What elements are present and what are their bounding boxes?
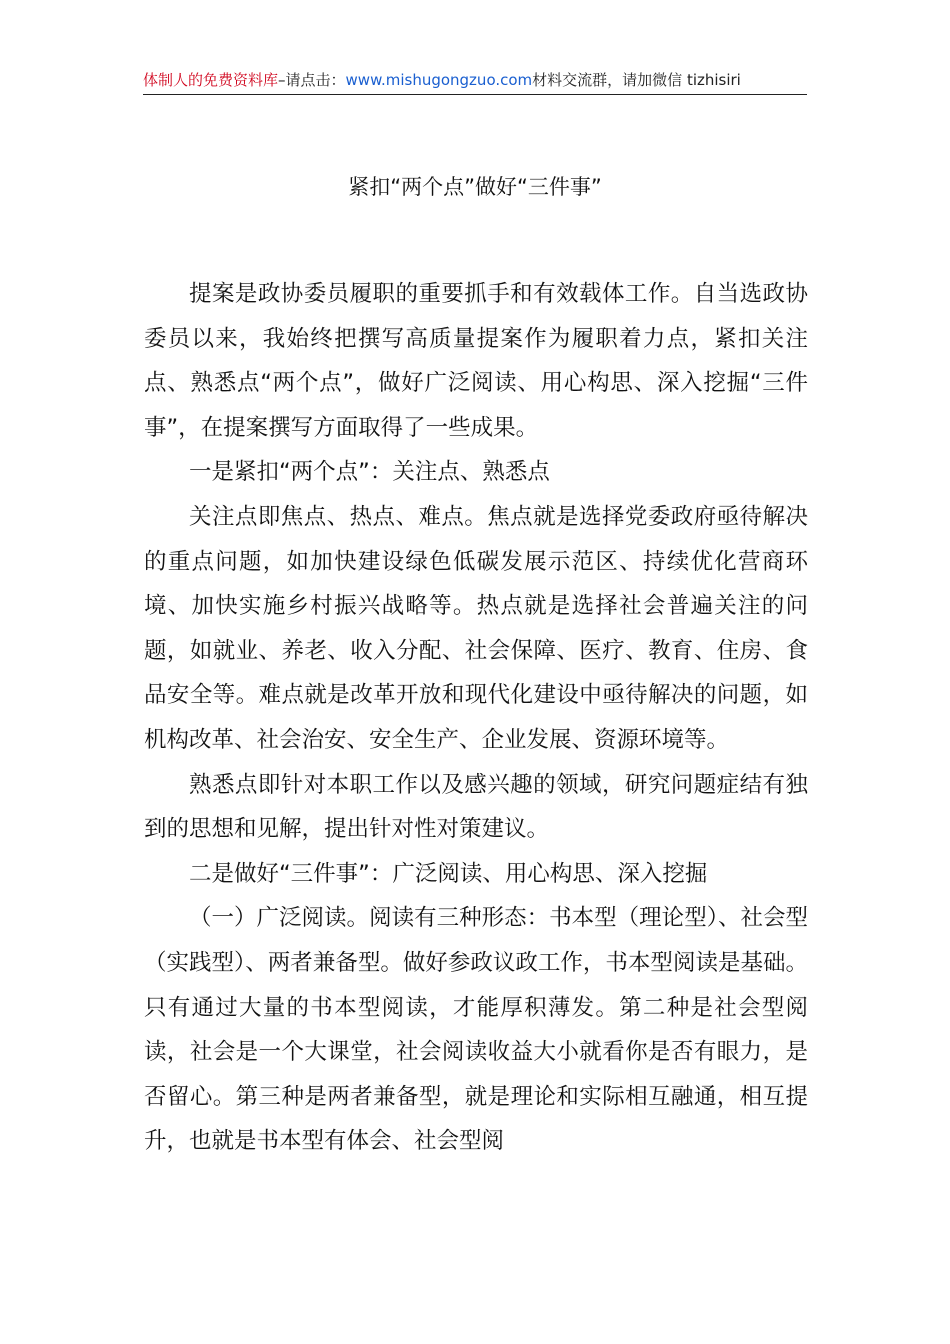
header-brand: 体制人的免费资料库: [143, 71, 279, 89]
paragraph-heading-two: 二是做好“三件事”：广泛阅读、用心构思、深入挖掘: [189, 860, 708, 887]
paragraph-familiar-points: 熟悉点即针对本职工作以及感兴趣的领域，研究问题症结有独到的思想和见解，提出针对性对策建议。: [144, 771, 808, 843]
header-tail-text: 材料交流群，请加微信 tizhisiri: [532, 71, 741, 89]
page-header: [143, 66, 807, 95]
paragraph-reading: （一）广泛阅读。阅读有三种形态：书本型（理论型）、社会型（实践型）、两者兼备型。做好参政议政工作，书本型阅读是基础。只有通过大量的书本型阅读，才能厚积薄发。第二种是社会型阅读，社会是一个大课堂，社会阅读收益大小就看你是否有眼力，是否留心。第三种是两者兼备型，就是理论和实际相互融通，相互提升，也就是书本型有体会、社会型阅: [144, 905, 808, 1155]
document-body: [144, 272, 808, 1164]
paragraph-heading-one: 一是紧扣“两个点”：关注点、熟悉点: [189, 459, 550, 486]
paragraph-focus-points: 关注点即焦点、热点、难点。焦点就是选择党委政府亟待解决的重点问题，如加快建设绿色低碳发展示范区、持续优化营商环境、加快实施乡村振兴战略等。热点就是选择社会普遍关注的问题，如就业、养老、收入分配、社会保障、医疗、教育、住房、食品安全等。难点就是改革开放和现代化建设中亟待解决的问题，如机构改革、社会治安、安全生产、企业发展、资源环境等。: [144, 503, 808, 753]
header-link-prefix: –请点击：: [278, 71, 346, 89]
document-title: 紧扣“两个点”做好“三件事”: [348, 175, 602, 199]
header-url-link[interactable]: www.mishugongzuo.com: [345, 71, 533, 89]
paragraph-intro: 提案是政协委员履职的重要抓手和有效载体工作。自当选政协委员以来，我始终把撰写高质量提案作为履职着力点，紧扣关注点、熟悉点“两个点”，做好广泛阅读、用心构思、深入挖掘“三件事”，在提案撰写方面取得了一些成果。: [144, 281, 808, 441]
